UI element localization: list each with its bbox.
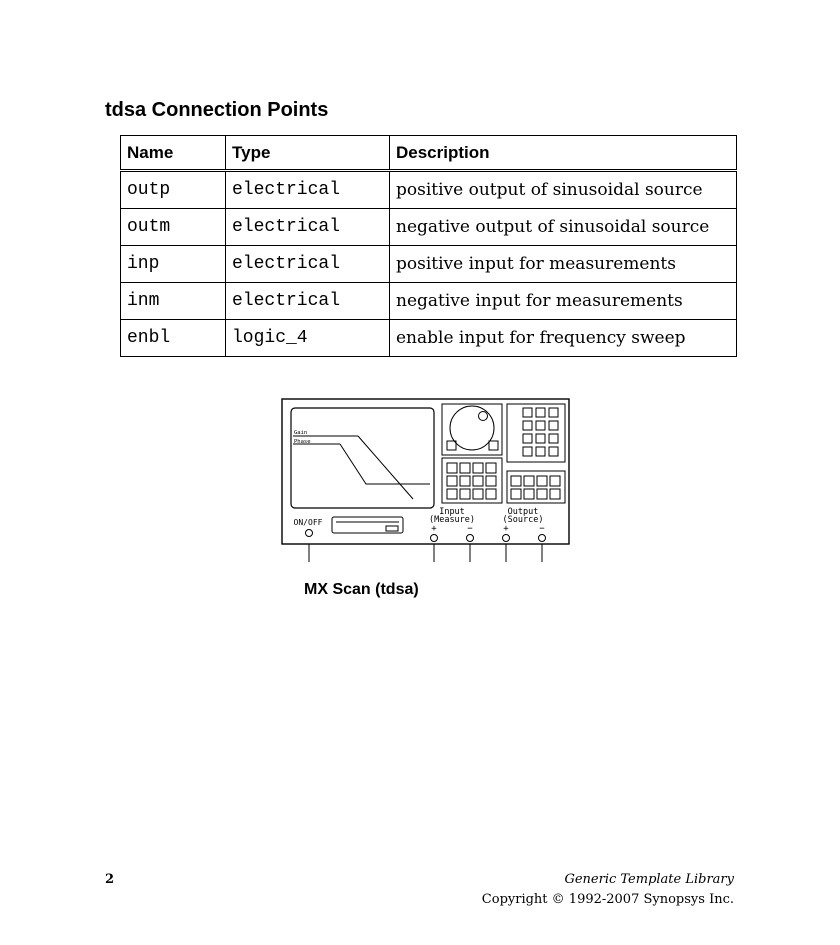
- output-plus: +: [503, 524, 509, 534]
- section-heading: tdsa Connection Points: [105, 99, 329, 121]
- terminals: [306, 530, 546, 542]
- cell-name: outm: [121, 209, 226, 246]
- phase-label: Phase: [294, 439, 311, 445]
- cell-name: inp: [121, 246, 226, 283]
- knob-panel: [442, 404, 502, 455]
- outp-terminal: [503, 535, 510, 542]
- table-row: [121, 320, 737, 357]
- cell-type: electrical: [226, 283, 390, 320]
- terminal-leads: [309, 544, 542, 562]
- cell-type: electrical: [226, 246, 390, 283]
- cell-description: positive input for measurements: [390, 246, 737, 283]
- inp-terminal: [431, 535, 438, 542]
- cell-description: enable input for frequency sweep: [390, 320, 737, 357]
- input-sub-label: (Measure): [428, 515, 476, 525]
- outm-terminal: [539, 535, 546, 542]
- instrument-illustration: [280, 396, 572, 566]
- knob-indicator: [479, 412, 488, 421]
- cell-type: logic_4: [226, 320, 390, 357]
- header-description: Description: [390, 136, 737, 171]
- output-label: Output: [507, 507, 539, 517]
- power-label: ON/OFF: [293, 518, 323, 527]
- table-row: [121, 283, 737, 320]
- instrument-screen: [291, 408, 434, 508]
- output-sub-label: (Source): [502, 515, 544, 525]
- power-terminal: [306, 530, 313, 537]
- page-number: 2: [105, 872, 115, 887]
- header-type: Type: [226, 136, 390, 171]
- header-name: Name: [121, 136, 226, 171]
- cell-name: outp: [121, 171, 226, 209]
- table-header-row: [121, 136, 737, 171]
- cell-description: negative output of sinusoidal source: [390, 209, 737, 246]
- input-minus: −: [467, 524, 473, 534]
- middle-keypad: [442, 458, 502, 503]
- table-row: [121, 171, 737, 209]
- cell-type: electrical: [226, 209, 390, 246]
- inm-terminal: [467, 535, 474, 542]
- table-row: [121, 246, 737, 283]
- connection-points-table: [120, 135, 737, 357]
- footer-copyright: Copyright © 1992-2007 Synopsys Inc.: [481, 892, 734, 907]
- output-minus: −: [539, 524, 545, 534]
- cell-description: positive output of sinusoidal source: [390, 171, 737, 209]
- lower-right-keypad-keys: [511, 476, 560, 499]
- middle-keypad-keys: [447, 463, 496, 499]
- input-plus: +: [431, 524, 437, 534]
- right-keypad-keys: [523, 408, 558, 456]
- footer-title: Generic Template Library: [564, 872, 734, 887]
- cell-description: negative input for measurements: [390, 283, 737, 320]
- figure-caption: MX Scan (tdsa): [304, 581, 419, 598]
- tuning-knob: [450, 406, 494, 450]
- table-row: [121, 209, 737, 246]
- cell-name: enbl: [121, 320, 226, 357]
- cell-name: inm: [121, 283, 226, 320]
- cell-type: electrical: [226, 171, 390, 209]
- gain-label: Gain: [294, 430, 308, 436]
- input-label: Input: [439, 507, 465, 517]
